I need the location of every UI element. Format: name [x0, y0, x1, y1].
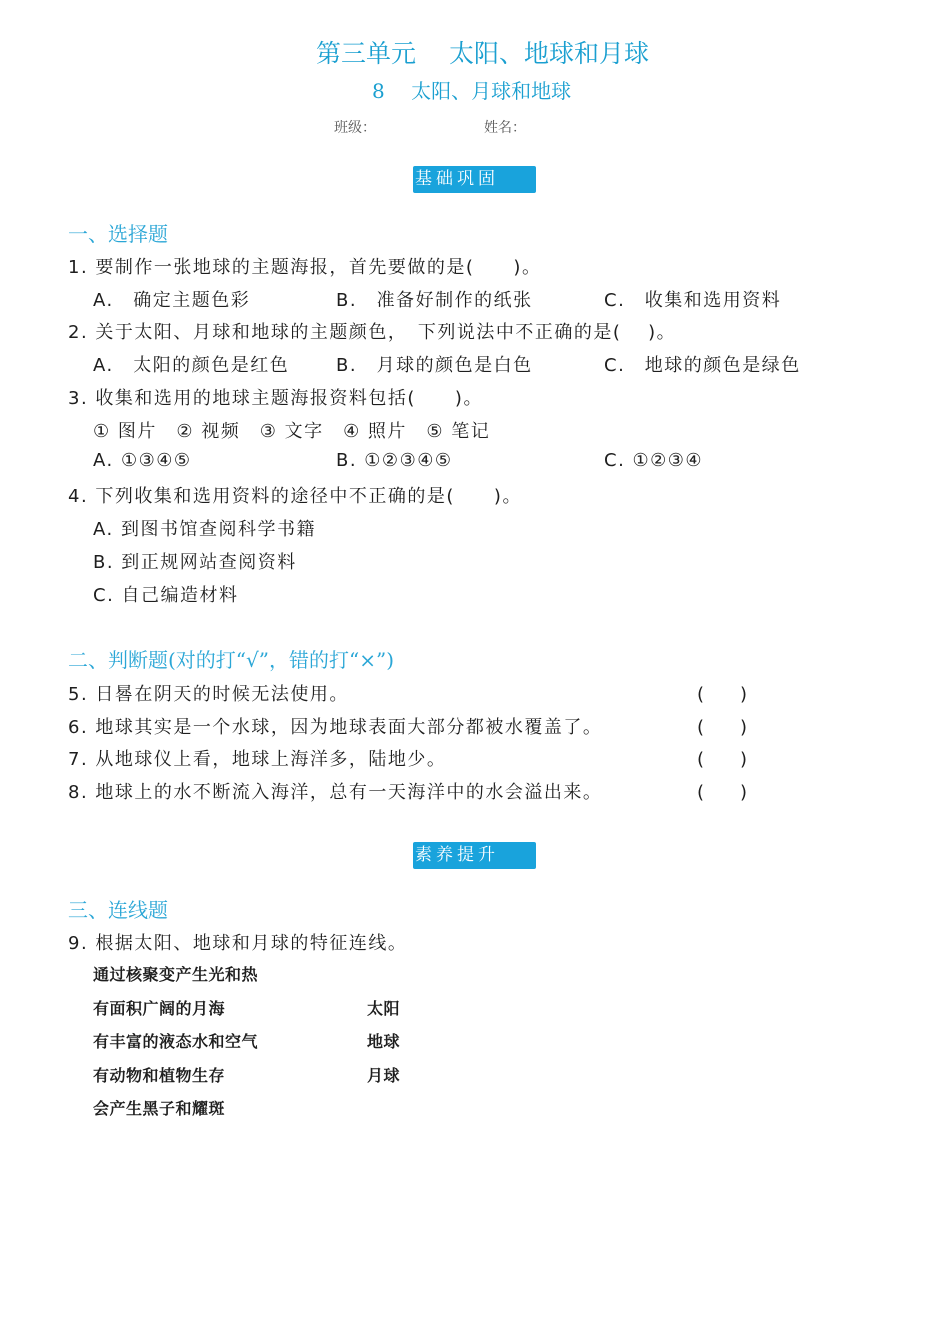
basic-banner: 基础巩固: [413, 166, 536, 193]
judge-item: 6. 地球其实是一个水球，因为地球表面大部分都被水覆盖了。: [68, 717, 603, 738]
q9-stem: 9. 根据太阳、地球和月球的特征连线。: [68, 933, 408, 954]
judge-item: 5. 日晷在阴天的时候无法使用。: [68, 684, 349, 705]
q4-stem: 4. 下列收集和选用资料的途径中不正确的是( )。: [68, 486, 522, 507]
match-left-item: 有丰富的液态水和空气: [93, 1032, 259, 1051]
q3-stem: 3. 收集和选用的地球主题海报资料包括( )。: [68, 388, 483, 409]
q4-option-a: A. 到图书馆查阅科学书籍: [93, 519, 316, 540]
judge-item: 7. 从地球仪上看，地球上海洋多，陆地少。: [68, 749, 447, 770]
match-left-item: 通过核聚变产生光和热: [93, 965, 259, 984]
match-right-item: 太阳: [367, 999, 401, 1018]
q4-option-c: C. 自己编造材料: [93, 585, 239, 606]
unit-title: 第三单元 太阳、地球和月球: [316, 39, 649, 68]
q3-option-c: C. ①②③④: [604, 450, 704, 471]
lesson-title: 8 太阳、月球和地球: [372, 79, 572, 103]
advanced-banner: 素养提升: [413, 842, 536, 869]
q1-option-c: C. 收集和选用资料: [604, 290, 782, 311]
match-right-item: 地球: [367, 1032, 401, 1051]
q4-option-b: B. 到正规网站查阅资料: [93, 552, 297, 573]
match-left-item: 有动物和植物生存: [93, 1066, 226, 1085]
name-label: 姓名：: [484, 120, 526, 136]
q2-option-a: A. 太阳的颜色是红色: [93, 355, 290, 376]
q2-option-c: C. 地球的颜色是绿色: [604, 355, 801, 376]
section3-heading: 三、连线题: [68, 898, 168, 922]
answer-paren: ( ): [697, 684, 748, 705]
match-left-item: 有面积广阔的月海: [93, 999, 226, 1018]
q3-option-a: A. ①③④⑤: [93, 450, 192, 471]
q2-option-b: B. 月球的颜色是白色: [336, 355, 533, 376]
q2-stem: 2. 关于太阳、月球和地球的主题颜色， 下列说法中不正确的是( )。: [68, 322, 677, 343]
q3-items: ① 图片 ② 视频 ③ 文字 ④ 照片 ⑤ 笔记: [93, 421, 491, 442]
section2-heading: 二、判断题(对的打“√”，错的打“×”): [68, 648, 395, 672]
match-right-item: 月球: [367, 1066, 401, 1085]
q1-stem: 1. 要制作一张地球的主题海报，首先要做的是( )。: [68, 257, 542, 278]
q1-option-b: B. 准备好制作的纸张: [336, 290, 533, 311]
section1-heading: 一、选择题: [68, 222, 168, 246]
answer-paren: ( ): [697, 749, 748, 770]
q3-option-b: B. ①②③④⑤: [336, 450, 453, 471]
answer-paren: ( ): [697, 782, 748, 803]
q1-option-a: A. 确定主题色彩: [93, 290, 251, 311]
judge-item: 8. 地球上的水不断流入海洋，总有一天海洋中的水会溢出来。: [68, 782, 603, 803]
class-label: 班级：: [334, 120, 376, 136]
match-left-item: 会产生黑子和耀斑: [93, 1099, 226, 1118]
answer-paren: ( ): [697, 717, 748, 738]
